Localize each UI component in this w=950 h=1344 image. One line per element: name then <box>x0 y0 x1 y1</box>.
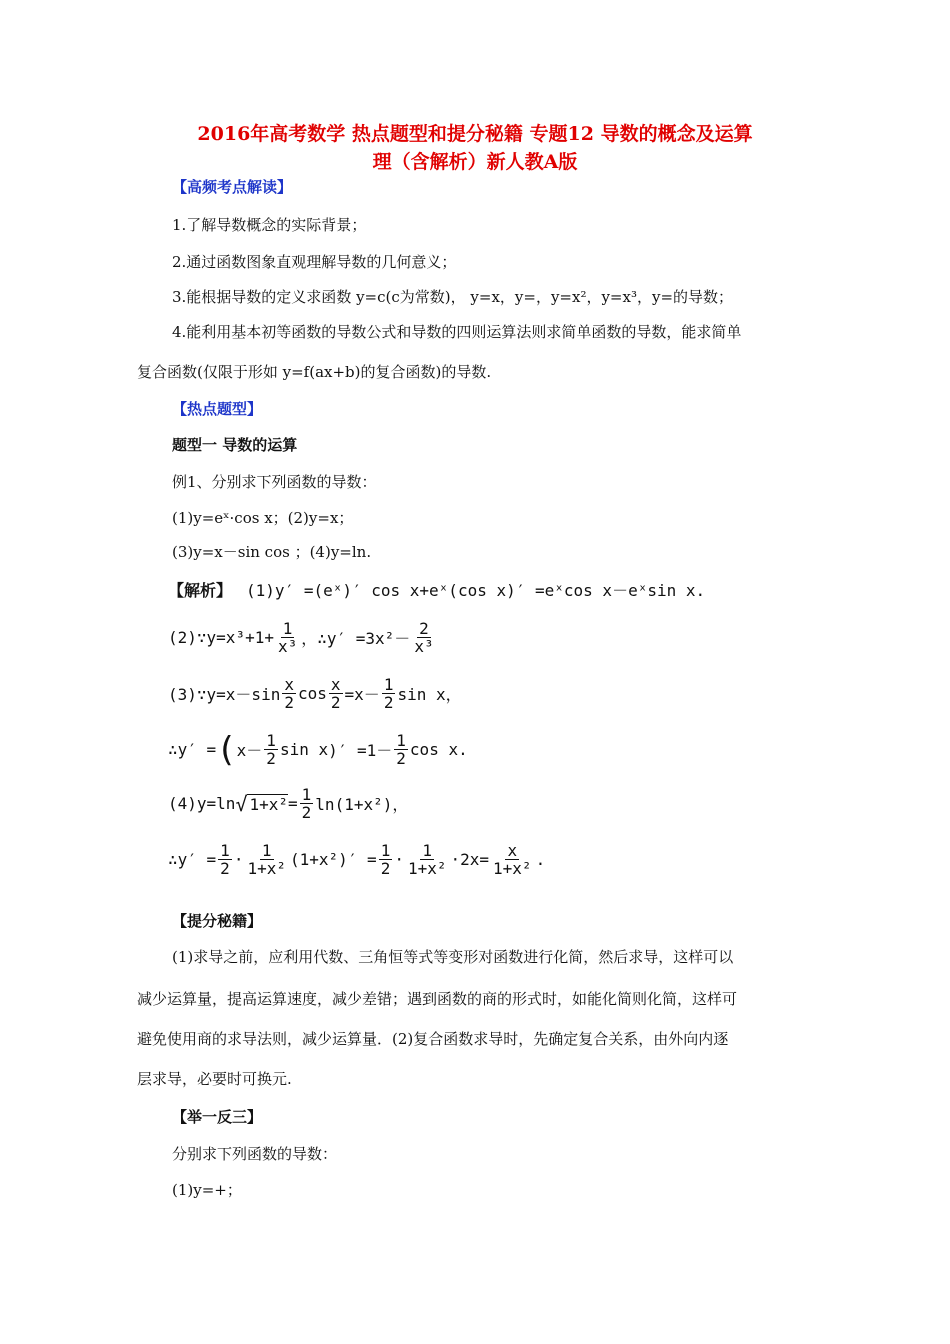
solution-step-6-mid: (1+x²)′ = <box>289 850 377 869</box>
solution-line-2 <box>168 620 438 655</box>
solution-step-4-mid: x－ <box>236 741 263 760</box>
fraction-1-over-2 <box>264 732 278 767</box>
solution-step-5-eq: = <box>288 794 298 813</box>
sqrt-radical-glyph: √ <box>235 791 248 816</box>
practice-intro: 分别求下列函数的导数： <box>172 1145 338 1163</box>
solution-step-5-prefix: (4)y=ln <box>168 794 236 813</box>
fraction-denominator: 2 <box>284 693 294 712</box>
example1-line2: (3)y=x－sin cos ；(4)y=ln. <box>172 543 372 561</box>
fraction-denominator: 2 <box>301 803 312 822</box>
fraction-denominator: 2 <box>383 693 394 712</box>
solution-step-6-mid2: ·2x= <box>450 850 490 869</box>
fraction-denominator: 1+x² <box>407 859 447 878</box>
sqrt-radicand: 1+x² <box>249 794 289 814</box>
fraction-numerator: x <box>507 841 518 860</box>
fraction-1-over-2 <box>218 842 232 877</box>
fraction-numerator: 1 <box>396 731 406 750</box>
fraction-denominator: 1+x² <box>247 859 286 878</box>
fraction-denominator: 2 <box>330 693 341 712</box>
solution-line-5 <box>168 786 408 821</box>
point-3: 3.能根据导数的定义求函数 y=c(c为常数)， y=x，y=，y=x²，y=x³，y=的导数； <box>172 288 734 306</box>
solution-step-3-end: sin x， <box>397 685 462 704</box>
solution-line-6 <box>168 842 545 877</box>
fraction-numerator: 1 <box>383 675 394 694</box>
fraction-denominator: 1+x² <box>493 859 532 878</box>
point-4-continued: 复合函数(仅限于形如 y=f(ax+b)的复合函数)的导数. <box>137 363 492 381</box>
fraction-1-over-2 <box>394 732 408 767</box>
solution-step-3-prefix: (3)∵y=x－sin <box>168 685 281 704</box>
section-heading-juyi: 【举一反三】 <box>172 1108 263 1126</box>
fraction-1-over-1px2 <box>245 842 288 877</box>
left-paren-glyph: ( <box>216 729 237 770</box>
solution-step-3-cos: cos <box>297 684 327 703</box>
multiply-dot: · <box>233 850 244 869</box>
section-heading-redian: 【热点题型】 <box>172 400 263 418</box>
example1-intro: 例1、分别求下列函数的导数： <box>172 473 377 491</box>
solution-step-2-prefix: (2)∵y=x³+1+ <box>168 628 274 647</box>
point-2: 2.通过函数图象直观理解导数的几何意义； <box>172 253 457 271</box>
multiply-dot: · <box>394 850 404 869</box>
fraction-denominator: 2 <box>380 859 391 878</box>
solution-step-4-prefix: ∴y′ = <box>168 740 217 759</box>
solution-step-4-sin: sin x <box>279 740 329 759</box>
solution-step-1: (1)y′ =(eˣ)′ cos x+eˣ(cos x)′ =eˣcos x－eˣsin x. <box>246 581 706 600</box>
fraction-numerator: 1 <box>301 785 312 804</box>
solution-step-2-mid: ，∴y′ =3x²－ <box>301 629 411 648</box>
fraction-denominator: 2 <box>396 749 406 768</box>
fraction-numerator: 1 <box>266 731 276 750</box>
fraction-denominator: 2 <box>220 859 230 878</box>
fraction-1-over-2 <box>379 842 393 877</box>
type1-heading: 题型一 导数的运算 <box>172 436 298 454</box>
fraction-1-over-1px2 <box>406 842 449 877</box>
tip-line-3: 避免使用商的求导法则，减少运算量．(2)复合函数求导时，先确定复合关系，由外向内逐 <box>137 1030 729 1048</box>
fraction-numerator: 1 <box>220 841 230 860</box>
fraction-denominator: x³ <box>414 637 434 656</box>
fraction-denominator: x³ <box>277 637 298 656</box>
solution-step-4-end: cos x. <box>409 740 468 759</box>
fraction-numerator: 1 <box>261 841 272 860</box>
solution-line-4 <box>168 729 468 770</box>
fraction-numerator: 1 <box>282 619 293 638</box>
point-1: 1.了解导数概念的实际背景； <box>172 216 367 234</box>
solution-step-3-eq: =x－ <box>344 685 380 704</box>
solution-line-3 <box>168 676 462 711</box>
solution-step-6-prefix: ∴y′ = <box>168 850 217 869</box>
section-heading-gaopin: 【高频考点解读】 <box>172 178 293 196</box>
example1-line1: (1)y=eˣ·cos x；(2)y=x； <box>172 509 354 527</box>
fraction-numerator: 1 <box>422 841 433 860</box>
fraction-numerator: 1 <box>380 841 391 860</box>
tip-line-2: 减少运算量，提高运算速度，减少差错；遇到函数的商的形式时，如能化简则化简，这样可 <box>137 990 738 1008</box>
fraction-1-over-x3 <box>276 620 299 655</box>
solution-label: 【解析】 <box>168 581 233 600</box>
fraction-1-over-2 <box>300 786 314 821</box>
tip-line-1: (1)求导之前，应利用代数、三角恒等式等变形对函数进行化简，然后求导，这样可以 <box>172 948 734 966</box>
fraction-numerator: 2 <box>419 619 429 638</box>
tip-line-4: 层求导，必要时可换元. <box>137 1070 292 1088</box>
solution-step-5-end: ln(1+x²)， <box>315 795 409 814</box>
document-title-line1: 2016年高考数学 热点题型和提分秘籍 专题12 导数的概念及运算 <box>197 123 753 145</box>
fraction-2-over-x4 <box>412 620 435 655</box>
fraction-numerator: x <box>284 675 294 694</box>
fraction-x-over-2 <box>282 676 296 711</box>
fraction-1-over-2 <box>382 676 396 711</box>
fraction-x-over-1px2 <box>491 842 534 877</box>
solution-line-1 <box>168 578 705 601</box>
solution-step-4-eq: )′ =1－ <box>328 741 393 760</box>
fraction-denominator: 2 <box>266 749 276 768</box>
fraction-x-over-2 <box>329 676 343 711</box>
section-heading-tifen: 【提分秘籍】 <box>172 912 263 930</box>
point-4: 4.能利用基本初等函数的导数公式和导数的四则运算法则求简单函数的导数，能求简单 <box>172 323 742 341</box>
document-title-line2: 理（含解析）新人教A版 <box>372 151 578 173</box>
fraction-numerator: x <box>330 675 341 694</box>
solution-step-6-end: . <box>535 850 546 869</box>
practice-line-1: (1)y=+； <box>172 1181 242 1199</box>
